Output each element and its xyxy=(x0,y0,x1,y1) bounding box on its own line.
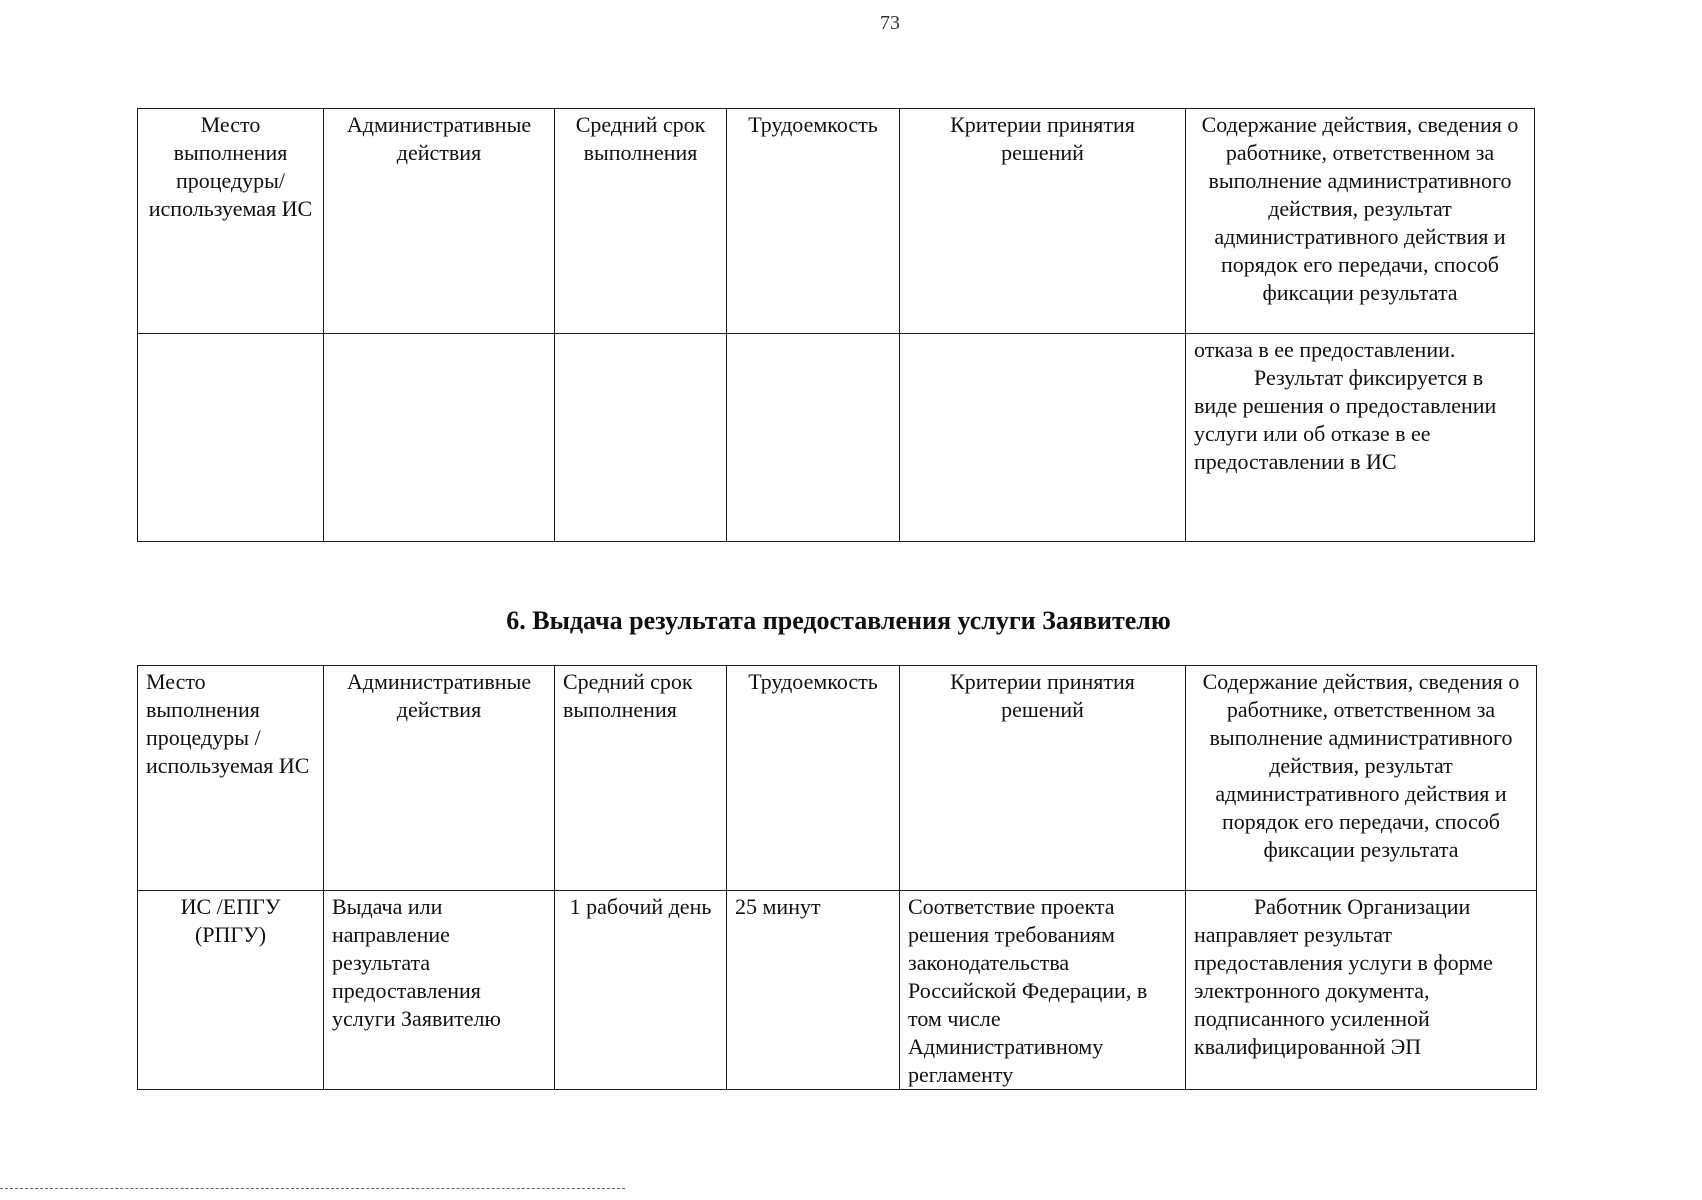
cell-place xyxy=(138,334,324,542)
table-row xyxy=(138,891,1537,1090)
cell-criteria xyxy=(900,334,1186,542)
cell-term: 1 рабочий день xyxy=(555,891,727,1090)
cell-content: Работник Организации направляет результат предоставления услуги в форме электронного документа, подписанного усиленной квалифицированной ЭП xyxy=(1186,891,1537,1090)
header-place: Место выполнения процедуры/ используемая ИС xyxy=(138,109,324,334)
table-header-row xyxy=(138,666,1537,891)
header-place: Место выполнения процедуры /используемая ИС xyxy=(138,666,324,891)
cell-place: ИС /ЕПГУ (РПГУ) xyxy=(138,891,324,1090)
header-labor: Трудоемкость xyxy=(727,109,900,334)
procedure-table-2 xyxy=(137,665,1537,1090)
cell-actions: Выдача или направление результата предоставления услуги Заявителю xyxy=(324,891,555,1090)
procedure-table-1 xyxy=(137,108,1535,542)
header-criteria: Критерии принятия решений xyxy=(900,666,1186,891)
content-paragraph: Результат фиксируется в виде решения о предоставлении услуги или об отказе в ее предоставлении в ИС xyxy=(1194,365,1497,474)
header-labor: Трудоемкость xyxy=(727,666,900,891)
content-paragraph: отказа в ее предоставлении. xyxy=(1194,337,1456,362)
table-row xyxy=(138,334,1535,542)
header-actions: Административные действия xyxy=(324,109,555,334)
cell-term xyxy=(555,334,727,542)
cell-labor: 25 минут xyxy=(727,891,900,1090)
header-term: Средний срок выполнения xyxy=(555,666,727,891)
cell-content xyxy=(1186,334,1535,542)
header-criteria: Критерии принятия решений xyxy=(900,109,1186,334)
section-title: 6. Выдача результата предоставления услуги Заявителю xyxy=(506,606,1171,635)
cell-labor xyxy=(727,334,900,542)
header-content: Содержание действия, сведения о работнике, ответственном за выполнение административного действия, результат административного действия и порядок его передачи, способ фиксации результата xyxy=(1186,666,1537,891)
header-actions: Административные действия xyxy=(324,666,555,891)
cell-actions xyxy=(324,334,555,542)
page-number: 73 xyxy=(880,12,900,34)
header-term: Средний срок выполнения xyxy=(555,109,727,334)
table-header-row xyxy=(138,109,1535,334)
footer-divider xyxy=(0,1188,625,1189)
header-content: Содержание действия, сведения о работнике, ответственном за выполнение административного действия, результат административного действия и порядок его передачи, способ фиксации результата xyxy=(1186,109,1535,334)
cell-criteria: Соответствие проекта решения требованиям законодательства Российской Федерации, в том числе Административному регламенту xyxy=(900,891,1186,1090)
